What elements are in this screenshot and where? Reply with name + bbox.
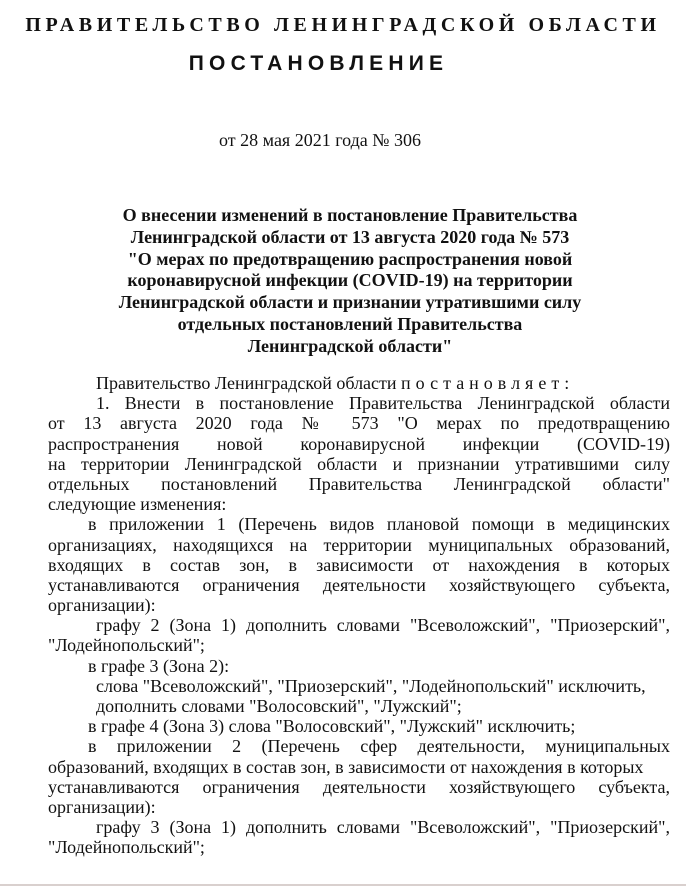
body-line: следующие изменения:: [48, 494, 227, 515]
body-line: графу 3 (Зона 1) дополнить словами "Всеволожский", "Приозерский",: [96, 817, 670, 838]
title-line: "О мерах по предотвращению распространения новой: [127, 248, 573, 269]
date-and-number: от 28 мая 2021 года № 306: [219, 130, 421, 150]
body-line: отдельных постановлений Правительства Ленинградской области": [48, 473, 670, 494]
document-body: [48, 373, 670, 858]
title-line: Ленинградской области от 13 августа 2020 года № 573: [130, 226, 570, 247]
body-line: в приложении 2 (Перечень сфер деятельности, муниципальных: [88, 736, 670, 757]
body-line: "Лодейнопольский";: [48, 635, 205, 656]
body-line: организации):: [48, 796, 156, 817]
body-line: на территории Ленинградской области и признании утратившими силу: [48, 453, 670, 474]
page-bottom-divider: [0, 884, 686, 886]
document-type-heading: ПОСТАНОВЛЕНИЕ: [188, 52, 449, 75]
body-line: устанавливаются ограничения деятельности хозяйствующего субъекта,: [48, 776, 670, 797]
body-line: от 13 августа 2020 года № 573 "О мерах по предотвращению: [48, 413, 670, 434]
resolution-title: [90, 205, 610, 358]
preamble-verb: постановляет:: [401, 373, 575, 393]
title-line: Ленинградской области": [247, 335, 453, 356]
body-line: образований, входящих в состав зон, в зависимости от нахождения в которых: [48, 756, 644, 777]
preamble-text: Правительство Ленинградской области: [96, 373, 397, 393]
body-line: организациях, находящихся на территории муниципальных образований,: [48, 534, 670, 555]
body-line: в графе 4 (Зона 3) слова "Волосовский", "Лужский" исключить;: [88, 716, 576, 737]
government-heading: ПРАВИТЕЛЬСТВО ЛЕНИНГРАДСКОЙ ОБЛАСТИ: [25, 14, 661, 36]
body-line: слова "Всеволожский", "Приозерский", "Лодейнопольский" исключить,: [96, 675, 646, 696]
body-line: входящих в состав зон, в зависимости от нахождения в которых: [48, 554, 670, 575]
body-line: 1. Внести в постановление Правительства Ленинградской области: [96, 393, 670, 414]
title-line: О внесении изменений в постановление Правительства: [122, 205, 578, 225]
body-line: графу 2 (Зона 1) дополнить словами "Всеволожский", "Приозерский",: [96, 615, 670, 636]
body-line: "Лодейнопольский";: [48, 837, 205, 858]
body-line: организации):: [48, 595, 156, 616]
body-line: в графе 3 (Зона 2):: [88, 655, 230, 676]
title-line: Ленинградской области и признании утратившими силу: [118, 292, 582, 313]
title-line: отдельных постановлений Правительства: [177, 313, 523, 334]
body-line: устанавливаются ограничения деятельности хозяйствующего субъекта,: [48, 574, 670, 595]
preamble: [48, 373, 670, 393]
body-line: дополнить словами "Волосовский", "Лужский";: [96, 696, 462, 716]
body-line: распространения новой коронавирусной инфекции (COVID-19): [48, 433, 670, 454]
title-line: коронавирусной инфекции (COVID-19) на территории: [127, 270, 573, 291]
body-line: в приложении 1 (Перечень видов плановой помощи в медицинских: [88, 514, 670, 535]
